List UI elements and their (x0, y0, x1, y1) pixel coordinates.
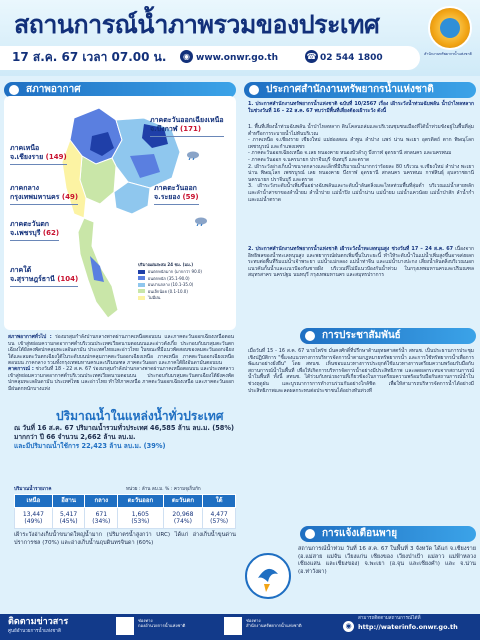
region-label-northeast: ภาคตะวันออกเฉียงเหนือ จ.บึงกาฬ (171) (150, 116, 224, 137)
water-volume-heading: ปริมาณน้ำในแหล่งน้ำทั่วประเทศ (56, 409, 224, 423)
phone-number[interactable]: 02 544 1800 (320, 53, 383, 63)
follow-title: ติดตามข่าวสาร (8, 617, 69, 627)
water-volume-summary: ณ วันที่ 16 ส.ค. 67 ปริมาณน้ำรวมทั่วประเทศ 46,585 ล้าน ลบ.ม. (58%) มากกว่า ปี 66 จำนวน 2,662 ล้าน ลบ.ม. และมีปริมาณน้ำใช้การ 22,423 ล้าน ลบ.ม. (39%) (14, 424, 235, 450)
publicity-body: เมื่อวันที่ 15 - 16 ส.ค. 67 นายไพรัช มั่นคงศักดิ์ที่ปรึกษาด้านยุทธศาสตร์น้ำ สทนช. เป็นประธานการประชุมเชิงปฏิบัติการ "ชี้แจงแนวทางการบริหารจัดการน้ำตามกฎหมายทรัพยากรน้ำ และการใช้ทรัพยากรน้ำเพื่อการพัฒนาอย่างยั่งยืน" โดย สทนช. เห็นชอบแนวทางการประยุกต์ใช้แนวทางการเตรียมความพร้อมรับมือกับสถานการณ์น้ำในพื้นที่ เพื่อให้เกิดการบริหารจัดการน้ำอย่างมีประสิทธิภาพ และลดผลกระทบจากสถานการณ์น้ำในพื้นที่ ทั้งนี้ สทนช. ได้ร่วมกับหน่วยงานที่เกี่ยวข้องในการเตรียมความพร้อมรับมือกับสถานการณ์น้ำในช่วงฤดูฝน และบูรณาการการทำงานร่วมกันอย่างใกล้ชิด เพื่อให้สามารถบริหารจัดการน้ำได้อย่างมีประสิทธิภาพและลดผลกระทบต่อประชาชนได้อย่างทันท่วงที (248, 348, 474, 394)
weather-heading: สภาพอากาศ (4, 82, 236, 98)
legend-item: ฝนตกหนักมาก (มากกว่า 90.0) (138, 269, 228, 274)
region-label-north: ภาคเหนือ จ.เชียงราย (149) (10, 144, 67, 165)
weather-summary: สภาพอากาศทั่วไป : ร่องมรสุมกำลังปานกลางพาดผ่านภาคเหนือตอนบน และภาคตะวันออกเฉียงเหนือตอนบน เข้าสู่หย่อมความกดอากาศต่ำบริเวณประเทศเวียดนามตอนบนและอ่าวตังเกี๋ย ประกอบกับมรสุมตะวันตกเฉียงใต้ยังคงพัดปกคลุมทะเลอันดามัน ประเทศไทยและอ่าวไทย ในขณะที่มีแนวพัดสอบของลมตะวันออกเฉียงใต้และลมตะวันตกเฉียงใต้ในระดับบนปกคลุมภาคตะวันออกเฉียงเหนือ ภาคเหนือ ภาคตะวันออกเฉียงเหนือตอนบน ภาคกลาง รวมทั้งกรุงเทพมหานครและปริมณฑล ภาคตะวันออก และภาคใต้ฝั่งอันดามันตอนบน (8, 334, 234, 367)
storm-body: สถานการณ์น้ำท่วม วันที่ 16 ส.ค. 67 ในพื้นที่ 3 จังหวัด ได้แก่ จ.เชียงราย (อ.แม่สาย แม่จัน เวียงแก่น เชียงของ เวียงป่าเป้า แม่ลาว แม่ฟ้าหลวง เชียงแสน และเชียงของ) จ.พะเยา (อ.จุน และเชียงคำ) และ จ.น่าน (อ.ท่าวังผา) (298, 546, 476, 575)
region-label-central: ภาคกลาง กรุงเทพมหานคร (49) (10, 184, 78, 205)
onwr-announcement-1-body: 1. พื้นที่เสี่ยงน้ำท่วมฉับพลัน น้ำป่าไหลหลาก ดินโคลนถล่มและบริเวณชุมชนเมืองที่ได้น้ำท่วมขังอยู่ในพื้นที่ลุ่มต่ำหรือการระบายน้ำไม่ทันบริเวณ - ภาคเหนือ จ.เชียงราย เชียงใหม่ แม่ฮ่องสอน ลำพูน ลำปาง แพร่ น่าน พะเยา อุตรดิตถ์ ตาก พิษณุโลก เพชรบูรณ์ และกำแพงเพชร - ภาคตะวันออกเฉียงเหนือ จ.เลย หนองคาย หนองบัวลำภู บึงกาฬ อุดรธานี สกลนคร และนครพนม - ภาคตะวันออก จ.นครนายก ปราจีนบุรี จันทบุรี และตราด 2. เฝ้าระวังอ่างเก็บน้ำขนาดกลางและเล็กที่มีปริมาณน้ำมากกว่าร้อยละ 80 บริเวณ จ.เชียงใหม่ ลำปาง พะเยา น่าน พิษณุโลก เพชรบูรณ์ เลย หนองคาย บึงกาฬ อุดรธานี สกลนคร นครพนม กาฬสินธุ์ อุบลราชธานี นครนายก ปราจีนบุรี และตราด 3. เฝ้าระวังระดับน้ำเพิ่มขึ้นอย่างฉับพลันและระดับน้ำล้นตลิ่งและไหลท่วมพื้นที่ลุ่มต่ำ บริเวณแม่น้ำสายหลักและลำน้ำสาขาของลำน้ำยม ลำน้ำปาย แม่น้ำปิง แม่น้ำน่าน แม่น้ำยม แม่น้ำแควน้อย แม่น้ำป่าสัก ลำน้ำก่ำ และแม่น้ำตราด (248, 124, 474, 203)
logo-caption: สำนักงานทรัพยากรน้ำแห่งชาติ (424, 52, 472, 56)
publicity-heading: การประชาสัมพันธ์ (300, 328, 476, 344)
legend-item: ฝนตกหนัก (35.1-90.0) (138, 276, 228, 281)
region-label-south: ภาคใต้ จ.สุราษฎร์ธานี (104) (10, 266, 78, 287)
regional-water-table (14, 494, 236, 529)
storm-heading: การแจ้งเตือนพายุ (300, 526, 476, 542)
footer-url-link[interactable]: http://waterinfo.onwr.go.th (358, 623, 458, 631)
rain-cloud-icon (194, 216, 208, 226)
globe-icon: ◉ (180, 50, 193, 63)
onwr-announcement-1: 1. ประกาศสำนักงานทรัพยากรน้ำแห่งชาติ ฉบับที่ 10/2567 เรื่อง เฝ้าระวังน้ำท่วมฉับพลัน น้ำป่าไหลหลาก ในช่วงวันที่ 16 – 22 ส.ค. 67 พบว่ามีพื้นที่เสี่ยงต้องเฝ้าระวัง ดังนี้ (248, 101, 474, 114)
onwr-logo (428, 6, 472, 50)
region-label-west: ภาคตะวันตก จ.เพชรบุรี (62) (10, 220, 59, 241)
weather-forecast: คาดการณ์ : ช่วงวันที่ 18 - 22 ส.ค. 67 ร่องมรสุมกำลังปานกลางพาดผ่านภาคเหนือตอนบน และประเทศลาว เข้าสู่หย่อมความกดอากาศต่ำบริเวณประเทศเวียดนามตอนบน ประกอบกับมรสุมตะวันตกเฉียงใต้ยังคงพัดปกคลุมทะเลอันดามัน ประเทศไทย และอ่าวไทย ทำให้ภาคเหนือ ภาคตะวันออกเฉียงเหนือ และภาคตะวันออกมีฝนตกหนักบางแห่ง (8, 366, 235, 392)
website-link[interactable]: www.onwr.go.th (196, 53, 279, 63)
footer (0, 614, 480, 640)
table-row: 13,447 (49%) 5,417 (45%) 671 (34%) 1,605 (53%) 20,968 (74%) 4,477 (57%) (15, 508, 236, 529)
qr-code-icon[interactable] (224, 617, 242, 635)
table-header-row: เหนือ อีสาน กลาง ตะวันออก ตะวันตก ใต้ (15, 495, 236, 508)
report-date: 17 ส.ค. 67 เวลา 07.00 น. (12, 50, 167, 64)
region-label-east: ภาคตะวันออก จ.ระยอง (59) (154, 184, 199, 205)
footer-org: สามารถติดตามสถานการณ์ได้ที่ (358, 616, 421, 621)
thailand-rainfall-map (4, 96, 236, 330)
onwr-heading: ประกาศสำนักงานทรัพยากรน้ำแห่งชาติ (244, 82, 476, 98)
header (0, 0, 480, 76)
rain-cloud-icon (186, 150, 200, 160)
onwr-announcement-2: 2. ประกาศสำนักงานทรัพยากรน้ำแห่งชาติ เฝ้าระวังน้ำทะเลหนุนสูง ช่วงวันที่ 17 – 24 ส.ค. 67 เนื่องจากอิทธิพลของน้ำทะเลหนุนสูง และพยากรณ์ฝนตกเพิ่มขึ้นในระยะนี้ ทำให้ระดับน้ำในแม่น้ำเพิ่มสูงขึ้นอาจส่งผลกระทบต่อพื้นที่ริมแม่น้ำเจ้าพระยา แม่น้ำแม่กลอง แม่น้ำท่าจีน และแม่น้ำบางปะกง เสี่ยงน้ำล้นตลิ่งบริเวณนอกแนวคันกั้นน้ำและแนวป้องกันชายฝั่ง บริเวณที่ไม่มีแนวป้องกันน้ำท่วม ในกรุงเทพมหานครและปริมณฑล สมุทรสาคร นครปฐม นนทบุรี กรุงเทพมหานคร และสมุทรปราการ (248, 246, 474, 279)
phone-icon: ☎ (306, 52, 317, 61)
legend-item: ไม่มีฝน (138, 295, 228, 300)
legend-item: ฝนปานกลาง (10.1-35.0) (138, 282, 228, 287)
follow-subtitle: ศูนย์อำนวยการน้ำแห่งชาติ (8, 629, 61, 634)
qr-code-icon[interactable] (116, 617, 134, 635)
storm-warning-icon (244, 552, 292, 600)
channel-2: ช่องทาง สำนักงานทรัพยากรน้ำแห่งชาติ (246, 618, 302, 629)
table-unit: หน่วย : ล้าน ลบ.ม. % : ความจุเก็บกัก (126, 487, 201, 492)
rainfall-legend: ปริมาณฝนสะสม 24 ชม. (มม.) ฝนตกหนักมาก (มากกว่า 90.0) ฝนตกหนัก (35.1-90.0) ฝนปานกลาง (10.1-35.0) ฝนเล็กน้อย (0.1-10.0) ไม่มีฝน (138, 262, 228, 301)
reservoir-watch-note: เฝ้าระวังอ่างเก็บน้ำขนาดใหญ่น้ำมาก (ปริมาตรน้ำสูงกว่า URC) ได้แก่ อ่างเก็บน้ำขุนด่านปราการชล (70%) และอ่างเก็บน้ำนฤบดินทรจินดา (60%) (14, 532, 236, 546)
table-caption: ปริมาณน้ำรายภาค (14, 487, 52, 492)
globe-icon: ◉ (343, 621, 354, 632)
channel-1: ช่องทาง กองอำนวยการน้ำแห่งชาติ (138, 618, 186, 629)
page-title: สถานการณ์น้ำภาพรวมของประเทศ (14, 10, 380, 39)
legend-item: ฝนเล็กน้อย (0.1-10.0) (138, 289, 228, 294)
